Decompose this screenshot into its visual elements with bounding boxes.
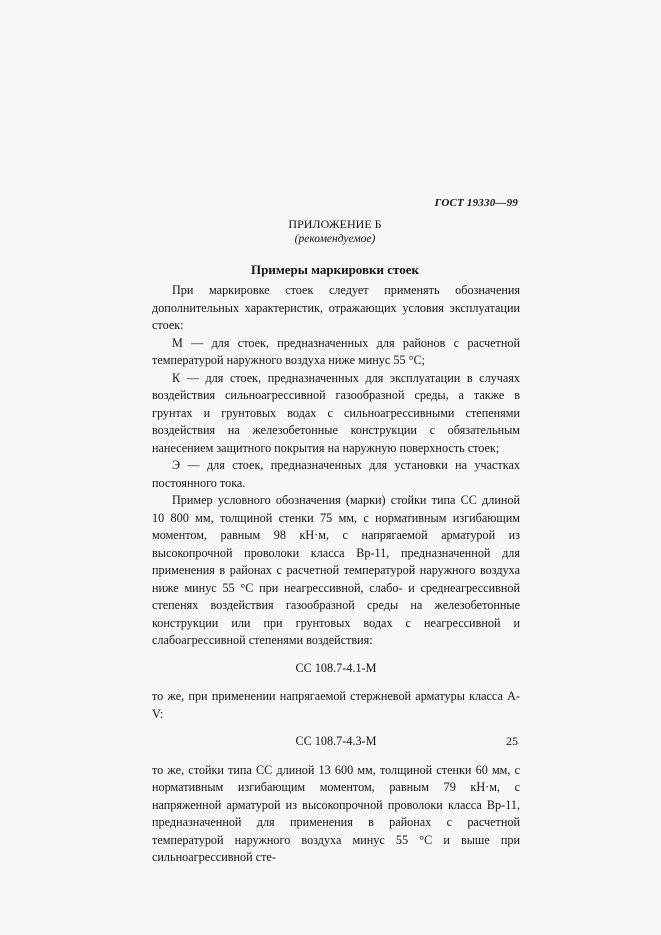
paragraph: Пример условного обозначения (марки) стойки типа СС длиной 10 800 мм, толщиной стенки 75 мм, с нормативным изгибающим моментом, равным 98 кН·м, с напрягаемой арматурой из высокопрочной проволоки класса Вр-11, предназначенной для применения в районах с расчетной температурой наружного воздуха ниже минус 55 °С при неагрессивной, слабо- и среднеагрессивной степенях воздействия газообразной среды на железобетонные конструкции или при грунтовых водах с неагрессивной и слабоагрессивной степенями воздействия: [152,493,520,647]
body-text [152,282,520,867]
paragraph: то же, стойки типа СС длиной 13 600 мм, толщиной стенки 60 мм, с нормативным изгибающим моментом, равным 79 кН·м, с напряженной арматурой из высокопрочной проволоки класса Вр-11, предназначенной для применения в районах с расчетной температурой наружного воздуха минус 55 °С и выше при сильноагрессивной сте- [152,762,520,864]
paragraph: При маркировке стоек следует применять обозначения дополнительных характеристик, отражающих условия эксплуатации стоек: [152,283,520,332]
paragraph: Э — для стоек, предназначенных для установки на участках постоянного тока. [152,458,520,490]
document-code: ГОСТ 19330—99 [434,197,518,209]
page-number: 25 [506,734,518,748]
appendix-heading [170,217,500,247]
paragraph: М — для стоек, предназначенных для районов с расчетной температурой наружного воздуха ниже минус 55 °С; [152,335,520,367]
appendix-subtitle: (рекомендуемое) [294,233,376,245]
section-title: Примеры маркировки стоек [251,262,419,277]
paragraph: то же, при применении напрягаемой стержневой арматуры класса А-V: [152,689,520,721]
paragraph: К — для стоек, предназначенных для эксплуатации в случаях воздействия сильноагрессивной газообразной среды, а также в грунтах и грунтовых водах с сильноагрессивными степенями воздействия на железобетонные конструкции с обязательным нанесением защитного покрытия на наружную поверхность стоек; [152,370,520,455]
marking-example: СС 108.7-4.3-М [295,734,377,748]
marking-example: СС 108.7-4.1-М [295,660,377,675]
appendix-title: ПРИЛОЖЕНИЕ Б [288,217,382,231]
